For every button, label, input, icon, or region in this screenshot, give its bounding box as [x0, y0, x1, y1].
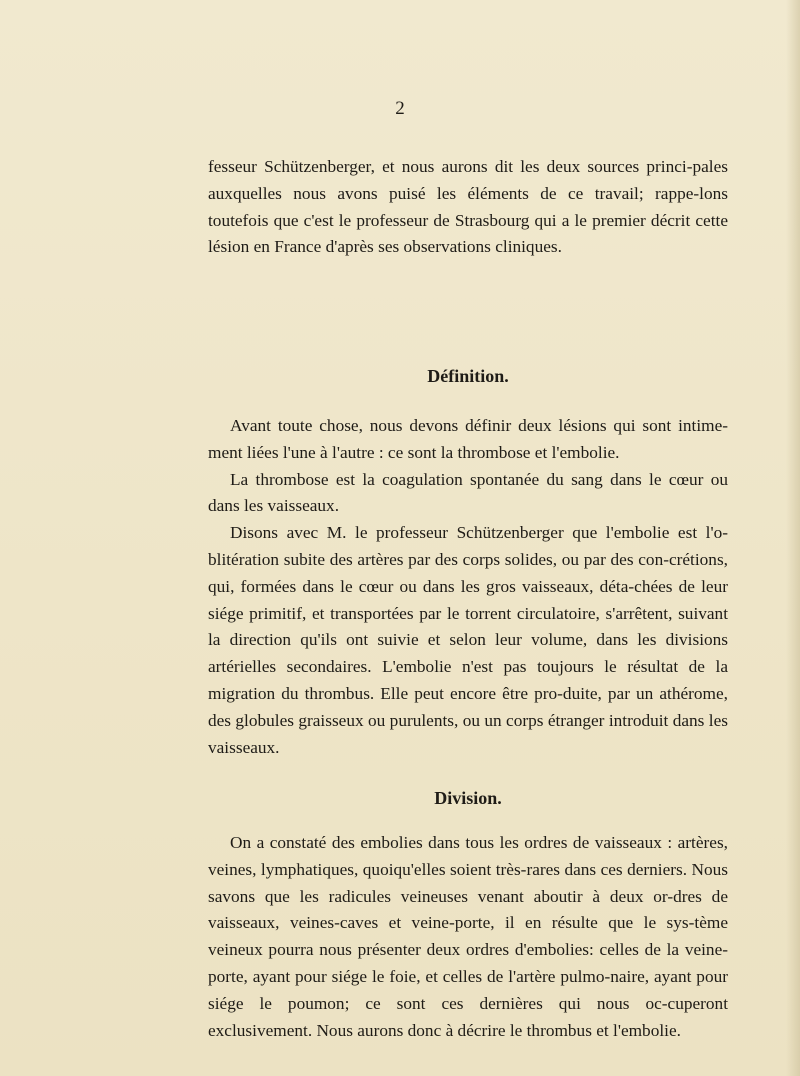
division-paragraph: On a constaté des embolies dans tous les ordres de vaisseaux : artères, veines, lymphatiques, quoiqu'elles soient très-rares dans ces derniers. Nous savons que les radicules veineuses venant aboutir à deux or-dres de vaisseaux, veines-caves et veine-porte, il en résulte que le sys-tème veineux pourra nous présenter deux ordres d'embolies: celles de la veine-porte, ayant pour siége le foie, et celles de l'artère pulmo-naire, ayant pour siége le poumon; ce sont ces dernières qui nous oc-cuperont exclusivement. Nous aurons donc à décrire le thrombus et l'embolie. — [208, 833, 728, 1040]
intro-section — [208, 154, 728, 261]
definition-heading: Définition. — [427, 366, 509, 386]
definition-paragraph-1: Avant toute chose, nous devons définir deux lésions qui sont intime-ment liées l'une à l'autre : ce sont la thrombose et l'embolie. — [208, 416, 728, 462]
page-edge-shadow — [786, 0, 800, 1076]
intro-paragraph: fesseur Schützenberger, et nous aurons dit les deux sources princi-pales auxquelles nous avons puisé les éléments de ce travail; rappe-lons toutefois que c'est le professeur de Strasbourg qui a le premier décrit cette lésion en France d'après ses observations cliniques. — [208, 157, 728, 257]
definition-paragraph-2: La thrombose est la coagulation spontanée du sang dans le cœur ou dans les vaisseaux. — [208, 469, 728, 516]
definition-paragraph-3: Disons avec M. le professeur Schützenberger que l'embolie est l'o-blitération subite des artères par des corps solides, ou par des con-crétions, qui, formées dans le cœur ou dans les gros vaisseaux, déta-chées de leur siége primitif, et transportées par le torrent circulatoire, s'arrêtent, suivant la direction qu'ils ont suivie et selon leur volume, dans les divisions artérielles secondaires. L'embolie n'est pas toujours le résultat de la migration du thrombus. Elle peut encore être pro-duite, par un athérome, des globules graisseux ou purulents, ou un corps étranger introduit dans les vaisseaux. — [208, 523, 728, 757]
division-heading: Division. — [434, 788, 502, 808]
page-number: 2 — [395, 98, 405, 119]
definition-section — [208, 413, 728, 761]
division-section — [208, 830, 728, 1044]
